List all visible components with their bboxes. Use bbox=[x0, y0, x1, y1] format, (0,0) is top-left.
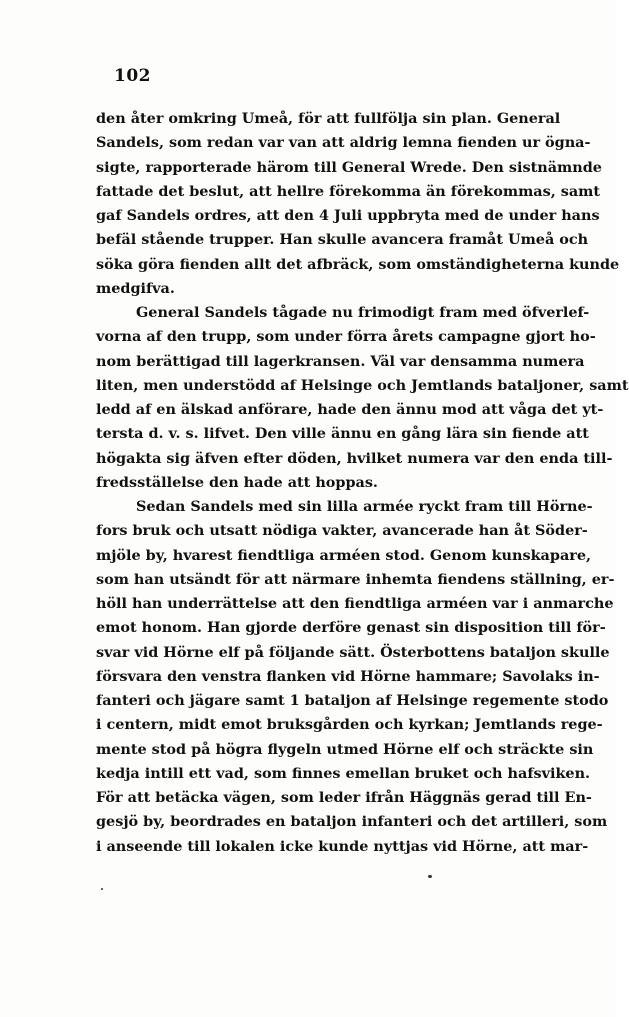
text-line: tersta d. v. s. lifvet. Den ville ännu en gång lära sin fiende att bbox=[96, 425, 589, 443]
text-line: kedja intill ett vad, som finnes emellan bruket och hafsviken. bbox=[96, 764, 591, 782]
text-line: höll han underrättelse att den fiendtliga arméen var i anmarche bbox=[96, 595, 614, 612]
text-line: sigte, rapporterade härom till General Wrede. Den sistnämnde bbox=[96, 158, 602, 176]
text-line: gaf Sandels ordres, att den 4 Juli uppbryta med de under hans bbox=[96, 207, 600, 224]
text-line: i centern, midt emot bruksgården och kyrkan; Jemtlands rege- bbox=[96, 716, 603, 734]
text-line: vorna af den trupp, som under förra årets campagne gjort ho- bbox=[96, 328, 596, 346]
ink-speck bbox=[101, 888, 103, 890]
text-line: medgifva. bbox=[96, 279, 175, 297]
text-line: nom berättigad till lagerkransen. Väl var densamma numera bbox=[96, 352, 585, 370]
page-number: 102 bbox=[114, 66, 151, 86]
text-line: Sandels, som redan var van att aldrig lemna fienden ur ögna- bbox=[96, 134, 591, 152]
text-line: Sedan Sandels med sin lilla armée ryckt fram till Hörne- bbox=[136, 498, 593, 515]
text-line: gesjö by, beordrades en bataljon infanteri och det artilleri, som bbox=[96, 813, 608, 831]
text-line: högakta sig äfven efter döden, hvilket numera var den enda till- bbox=[96, 449, 613, 467]
text-line: svar vid Hörne elf på följande sätt. Österbottens bataljon skulle bbox=[96, 643, 610, 661]
text-line: försvara den venstra flanken vid Hörne hammare; Savolaks in- bbox=[96, 667, 600, 685]
paragraph bbox=[96, 107, 620, 301]
text-line: emot honom. Han gjorde derföre genast sin disposition till för- bbox=[96, 619, 606, 637]
text-line: den åter omkring Umeå, för att fullfölja sin plan. General bbox=[96, 110, 561, 127]
text-line: För att betäcka vägen, som leder ifrån Häggnäs gerad till En- bbox=[96, 789, 592, 806]
text-line: mente stod på högra flygeln utmed Hörne elf och sträckte sin bbox=[96, 740, 594, 758]
text-line: fredsställelse den hade att hoppas. bbox=[96, 473, 378, 491]
paragraph bbox=[96, 301, 629, 495]
text-line: fanteri och jägare samt 1 bataljon af Helsinge regemente stodo bbox=[96, 692, 609, 709]
text-line: General Sandels tågade nu frimodigt fram med öfverlef- bbox=[136, 304, 590, 321]
text-line: fors bruk och utsatt nödiga vakter, avancerade han åt Söder- bbox=[96, 522, 588, 540]
text-line: i anseende till lokalen icke kunde nyttjas vid Hörne, att mar- bbox=[96, 837, 589, 855]
text-line: söka göra fienden allt det afbräck, som omständigheterna kunde bbox=[96, 255, 620, 273]
text-line: mjöle by, hvarest fiendtliga arméen stod. Genom kunskapare, bbox=[96, 546, 592, 564]
text-line: befäl stående trupper. Han skulle avancera framåt Umeå och bbox=[96, 231, 589, 249]
text-line: som han utsändt för att närmare inhemta fiendens ställning, er- bbox=[96, 570, 615, 588]
text-line: liten, men understödd af Helsinge och Jemtlands bataljoner, samt bbox=[96, 376, 629, 394]
text-line: fattade det beslut, att hellre förekomma än förekommas, samt bbox=[96, 182, 601, 200]
body-text bbox=[96, 107, 629, 859]
text-line: ledd af en älskad anförare, hade den ännu mod att våga det yt- bbox=[96, 401, 604, 418]
ink-speck bbox=[428, 875, 432, 878]
paragraph bbox=[96, 495, 615, 859]
